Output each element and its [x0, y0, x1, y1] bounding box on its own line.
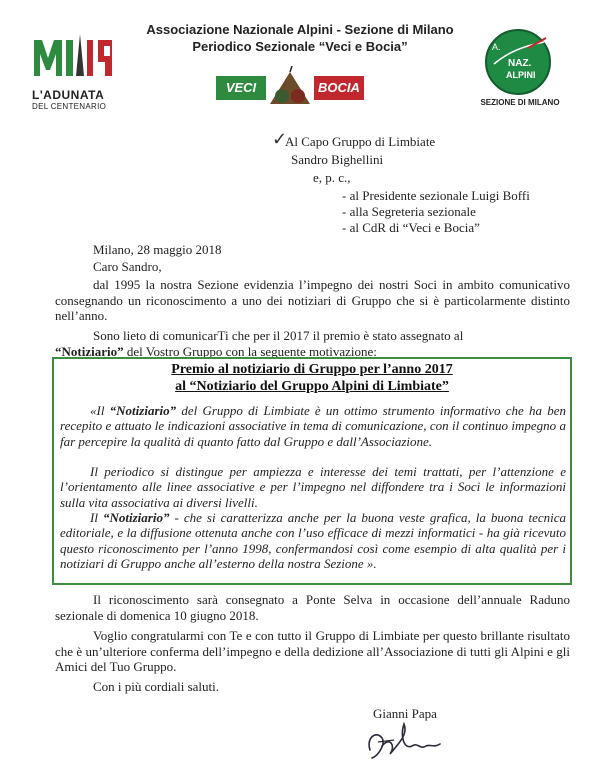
award-title-line-2: al “Notiziario del Gruppo Alpini di Limbiate” — [175, 379, 449, 394]
section-caption: SEZIONE DI MILANO — [480, 98, 560, 107]
cc-item-1: - al Presidente sezionale Luigi Boffi — [342, 188, 530, 203]
paragraph-2-rest: del Vostro Gruppo con la seguente motivazione: — [123, 344, 377, 359]
quote-3-pre: Il — [90, 510, 103, 525]
badge-text-top: A. — [492, 42, 501, 52]
veci-e-bocia-banner — [214, 66, 366, 110]
motivation-paragraph-1 — [60, 403, 566, 449]
cc-label: e, p. c., — [313, 170, 351, 185]
award-title-line-1: Premio al notiziario di Gruppo per l’anno 2017 — [171, 362, 453, 377]
recipient-line-2: Sandro Bighellini — [291, 152, 384, 167]
banner-left-word: VECI — [225, 80, 257, 95]
badge-text-bottom: ALPINI — [506, 70, 536, 80]
logo-subtitle: DEL CENTENARIO — [32, 102, 107, 111]
quote-1-rest: del Gruppo di Limbiate è un ottimo strumento informativo che ha ben recepito e attuato le indicazioni associative in tema di comunicazione, con il continuo impegno a far percepire la qualità di quanto fatto dal Gruppo e dall’Associazione. — [60, 403, 566, 449]
closing-salutation: Con i più cordiali saluti. — [93, 679, 220, 694]
quote-3-rest: - che si caratterizza anche per la buona veste grafica, la buona tecnica editoriale, e la diffusione ottenuta anche con l’uso efficace di mezzi informatici - ha già ricevuto questo riconoscimento per l’anno 1998, confermandosi così come esempio di alta qualità per i notiziari di Gruppo anche all’esterno della nostra Sezione ». — [60, 510, 566, 571]
logo-title: L'ADUNATA — [32, 88, 105, 102]
check-mark-icon: ✓ — [272, 129, 288, 149]
mi19-mark-icon — [30, 28, 120, 88]
motivation-paragraph-2: Il periodico si distingue per ampiezza e interesse dei temi trattati, per l’attenzione e l’orientamento alle linee associative e per l’impegno nel diffondere tra i Soci le informazioni sulla vita associativa ai diversi livelli. — [60, 464, 566, 510]
notiziario-bold: “Notiziario” — [55, 344, 124, 359]
letter-greeting: Caro Sandro, — [93, 259, 162, 274]
ana-badge-logo — [484, 28, 552, 96]
organization-line: Associazione Nazionale Alpini - Sezione di Milano — [146, 22, 454, 37]
paragraph-4: Voglio congratularmi con Te e con tutto il Gruppo di Limbiate per questo brillante risultato che è un’ulteriore conferma dell’impegno e della dedizione all’Associazione di tutti gli Alpini e gli Amici del Tuo Gruppo. — [55, 628, 570, 674]
paragraph-1: dal 1995 la nostra Sezione evidenzia l’impegno dei nostri Soci in ambito comunicativo consegnando un riconoscimento a uno dei notiziari di Gruppo che si è particolarmente distinto nell’anno. — [55, 277, 570, 323]
paragraph-3: Il riconoscimento sarà consegnato a Ponte Selva in occasione dell’annuale Raduno sezionale di domenica 10 giugno 2018. — [55, 592, 570, 623]
handwritten-signature-icon — [360, 716, 450, 762]
quote-notiziario-bold: “Notiziario” — [109, 403, 177, 418]
cc-item-3: - al CdR di “Veci e Bocia” — [342, 220, 480, 235]
paragraph-2-line-1: Sono lieto di comunicarTi che per il 2017 il premio è stato assegnato al — [93, 328, 464, 343]
badge-text-main: NAZ. — [508, 58, 532, 69]
recipient-line-1: Al Capo Gruppo di Limbiate — [285, 134, 436, 149]
cc-item-2: - alla Segreteria sezionale — [342, 204, 476, 219]
banner-right-word: BOCIA — [318, 80, 360, 95]
signer-name: Gianni Papa — [373, 706, 437, 721]
periodical-line: Periodico Sezionale “Veci e Bocia” — [192, 39, 408, 54]
quote-open: «Il — [90, 403, 110, 418]
quote-3-notiziario-bold: “Notiziario” — [102, 510, 170, 525]
letter-date: Milano, 28 maggio 2018 — [93, 242, 222, 257]
motivation-paragraph-3 — [60, 510, 566, 571]
